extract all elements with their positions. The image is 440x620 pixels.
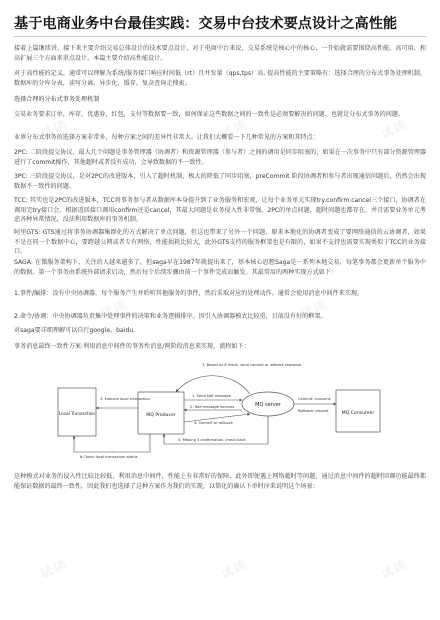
step4-label: 4. Commit or rollback <box>194 421 233 425</box>
section-heading: 选择合理的分布式事务处理机制 <box>14 96 100 103</box>
paragraph-intro: 接着上篇继续讲，接下来主要介绍交易总体设计的技术要点设计，对于电商中台来说，交易系统是核心中的核心，一开始就需要围绕高性能、高可用，和高扩展三个方面来重点设计。本篇主要介绍高性能设计。 <box>14 45 426 62</box>
watermark: 试读 <box>378 556 410 582</box>
watermark: 试读 <box>98 296 130 322</box>
local-transaction-label: Local Transaction <box>58 411 96 416</box>
watermark: 试读 <box>218 116 250 142</box>
commit-label: Commit: consume <box>298 397 331 401</box>
step5-label: 5. Missing 4 confirmation, check back <box>178 438 246 442</box>
step3-label: 3. Execute local transaction <box>100 397 150 401</box>
page-title: 基于电商业务中台最佳实践：交易中台技术要点设计之高性能 <box>14 16 398 32</box>
arrow-step7 <box>176 376 250 394</box>
step2-label: 2. Half message success <box>190 405 235 409</box>
paragraph-options-intro: 业界分布式事务的选择方案非常多，每种方案之间的差异性非常大。让我们大概看一下几种常见的方案和其特点： <box>14 134 319 141</box>
paragraph-tcc: TCC: 其实也是2PC的改进版本，TCC将事务参与者从数据库本身提升到了业务服务和宏观，让每个业务单元实现try.confirm.cancel三个接口，协调者在调用完try接口会，根据返回接口调用confirm还是cancel，其最大问题是业务侵入性非常强，2PC的单点问题，超时问题也都存在，并且需要业务单元考虑各种异常情况，没法利用数据库的事务机制。 <box>14 197 426 223</box>
paragraph-3pc: 3PC: 三阶段提交协议，是对2PC的改进版本，引入了超时机制，极大的降低了同步阻塞，preCommit 阶段协调者和参与者出现通信问题后，仍然会出现数据不一致性的问题。 <box>14 173 426 190</box>
watermark: 试读 <box>218 556 250 582</box>
rollback-label: Rollback: discard <box>298 409 329 413</box>
watermark: 试读 <box>38 556 70 582</box>
watermark: 试读 <box>298 296 330 322</box>
watermark: 试读 <box>378 116 410 142</box>
paragraph-saga-event: 1.事件/编排：没有中央协调器，每个服务产生并聆听其他服务的事件，然后采取对应的处理动作。通常会使用消息中间件来实现。 <box>14 290 364 297</box>
paragraph-performance-definition: 对于高性能的定义，通常可以理解为系统/服务接口响应时间低（rt）且并发量（qps,tps）高, 提高性能的主要策略有：选择合理的分布式事务处理机制，数据库的分库分表，读写分离，异步化，缓存，复杂查询走搜索。 <box>14 70 426 87</box>
paragraph-consistency: 交易业务要求订单，库存，优惠券，红包，支付等数据要一致，如何保证这些数据之间的一致性是必须要解决的问题，也就是分布式事务的问题。 <box>14 111 404 118</box>
paragraph-saga-note: 对saga要详细理解可以自行google，baidu. <box>14 327 136 334</box>
mq-server-label: MQ server <box>255 402 281 408</box>
mq-consumer-box <box>336 390 380 432</box>
arrow-step6 <box>74 434 150 452</box>
title-divider <box>14 36 426 37</box>
step7-label: 7. Based on 6 result, send commit or rollback response <box>202 363 302 367</box>
paragraph-saga-command: 2.命令/协调：中央协调器负责集中处理事件的决策和业务逻辑排序。因引入协调器模式比较重，目前没有好的框架。 <box>14 313 327 320</box>
step1-label: 1. Send half message <box>192 394 231 398</box>
paragraph-gts: 阿里GTS: GTS通过将事务协调器集群化的方式解决了单点问题，但这也带来了另外一个问题，原来本地化的协调者变成了要网络通信的云协调者，如果不是在同一个数据中心，要跨越公网或者专有网络，性能损耗比较大，此外GTS支持的服务框架也是有限的，如果不支持也需要实现类似于TCC的业务接口。 <box>14 229 426 255</box>
paragraph-conclusion: 这种模式对业务的侵入性比较比较低，利用消息中间件，性能上有非常好的保障，此外即使遇上网络超时等问题，通过消息中间件的超时回调功能最终都能保证数据的最终一致性。因此我们也选择了这种方案作为我们的实现，以简化的确认下单时序来说明这个场景： <box>14 473 426 490</box>
local-transaction-box <box>58 388 96 436</box>
mq-transaction-diagram <box>54 360 384 464</box>
mq-producer-label: MQ Producer <box>146 413 176 418</box>
mq-consumer-label: MQ Consumer <box>341 411 375 416</box>
paragraph-2pc: 2PC: 二阶段提交协议，最大几个问题是事务管理器（协调者）和资源管理器（参与者）之间的调用是同步阻塞的，如果在一次事务中只有部分资源管理器进行了commit操作，其他超时或者没有成功，会导致数据的不一致性。 <box>14 149 426 166</box>
paragraph-mq-intro: 事务消息最终一致性方案:利用消息中间件的事务性消息/两阶段消息来实现，流程如下： <box>14 343 250 350</box>
step6-label: 6.Check local transaction status <box>80 455 138 459</box>
mq-server-node <box>242 392 294 416</box>
watermark: 试读 <box>38 116 70 142</box>
paragraph-saga: SAGA: 在微服务架构下，关注的人越来越多了，但saga早在1987年就提出来了，基本核心思想Saga是一系列本地交易，每笔事务都会更新单个服务中的数据。第一个事务由系统外部请求启动，然后每个后续步骤由前一个事件完成而触发。其最常用的两种实现方式如下： <box>14 259 426 276</box>
